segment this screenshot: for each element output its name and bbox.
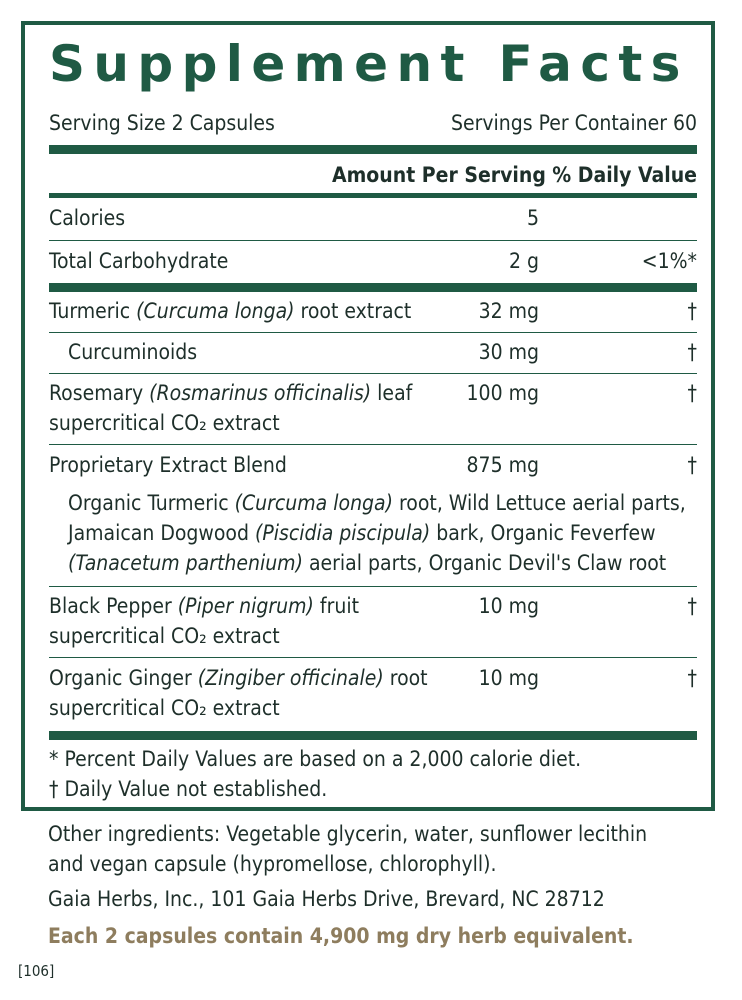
ingredient-amount: 32 mg <box>478 299 539 323</box>
ingredient-amount: 10 mg <box>478 666 539 690</box>
ingredient-row <box>49 591 697 651</box>
ingredient-row <box>49 663 697 723</box>
latin-name: (Curcuma longa) <box>234 491 393 515</box>
ingredient-dv: † <box>687 594 697 618</box>
footnote-percent: * Percent Daily Values are based on a 2,000 calorie diet. <box>49 747 582 771</box>
serving-size: Serving Size 2 Capsules <box>49 111 275 135</box>
latin-name: (Curcuma longa) <box>136 299 295 323</box>
nutrient-name: Calories <box>49 206 126 230</box>
nutrient-amount: 5 <box>526 206 539 230</box>
row-divider <box>49 373 697 374</box>
row-divider <box>49 332 697 333</box>
ingredient-extract: supercritical CO₂ extract <box>49 624 280 648</box>
latin-name: (Piscidia piscipula) <box>254 521 431 545</box>
ingredient-part: root extract <box>294 299 412 323</box>
ingredient-part: leaf <box>371 381 413 405</box>
ingredient-name: Turmeric <box>49 299 137 323</box>
ingredient-name: Curcuminoids <box>68 340 198 364</box>
latin-name: (Piper nigrum) <box>177 594 314 618</box>
row-divider <box>49 444 697 445</box>
nutrient-amount: 2 g <box>508 249 539 273</box>
serving-info <box>49 111 697 137</box>
latin-name: (Zingiber officinale) <box>197 666 384 690</box>
ingredient-part: root <box>383 666 428 690</box>
other-ingredients: Other ingredients: Vegetable glycerin, water, sunflower lecithin and vegan capsule (hypromellose, chlorophyll). <box>48 822 648 876</box>
ingredient-row <box>49 378 697 438</box>
ingredient-dv: † <box>687 381 697 405</box>
ingredient-dv: † <box>687 299 697 323</box>
ingredient-extract: supercritical CO₂ extract <box>49 411 280 435</box>
ingredient-name: Rosemary <box>49 381 150 405</box>
daily-value-header: % Daily Value <box>552 163 697 187</box>
row-divider <box>49 586 697 587</box>
ingredient-name: Black Pepper <box>49 594 178 618</box>
ingredient-part: fruit <box>313 594 359 618</box>
medium-divider <box>49 193 697 198</box>
ingredient-name: Proprietary Extract Blend <box>49 453 287 477</box>
latin-name: (Rosmarinus officinalis) <box>149 381 372 405</box>
herb-equivalent: Each 2 capsules contain 4,900 mg dry herb equivalent. <box>48 924 634 948</box>
ingredient-name: Organic Ginger <box>49 666 198 690</box>
ingredient-dv: † <box>687 453 697 477</box>
thick-divider <box>49 145 697 154</box>
blend-components: Organic Turmeric (Curcuma longa) root, Wild Lettuce aerial parts, Jamaican Dogwood (Piscidia piscipula) bark, Organic Feverfew (Tanacetum parthenium) aerial parts, Organic Devil's Claw root <box>68 491 686 575</box>
ingredient-amount: 100 mg <box>466 381 539 405</box>
thick-divider <box>49 283 697 292</box>
manufacturer-address: Gaia Herbs, Inc., 101 Gaia Herbs Drive, Brevard, NC 28712 <box>48 887 605 911</box>
ingredient-dv: † <box>687 666 697 690</box>
row-divider <box>49 240 697 241</box>
supplement-facts-panel <box>21 21 715 811</box>
amount-header: Amount Per Serving <box>332 163 546 187</box>
footnote-dagger: † Daily Value not established. <box>49 777 328 801</box>
ingredient-amount: 10 mg <box>478 594 539 618</box>
panel-title: Supplement Facts <box>49 35 689 93</box>
thick-divider <box>49 731 697 740</box>
ingredient-extract: supercritical CO₂ extract <box>49 696 280 720</box>
ingredient-dv: † <box>687 340 697 364</box>
servings-per-container: Servings Per Container 60 <box>450 111 697 135</box>
nutrient-dv: <1%* <box>641 249 697 273</box>
ingredient-amount: 875 mg <box>466 453 539 477</box>
nutrient-name: Total Carbohydrate <box>49 249 229 273</box>
ingredient-amount: 30 mg <box>478 340 539 364</box>
row-divider <box>49 657 697 658</box>
latin-name: (Tanacetum parthenium) <box>68 551 303 575</box>
label-code: [106] <box>18 962 55 980</box>
